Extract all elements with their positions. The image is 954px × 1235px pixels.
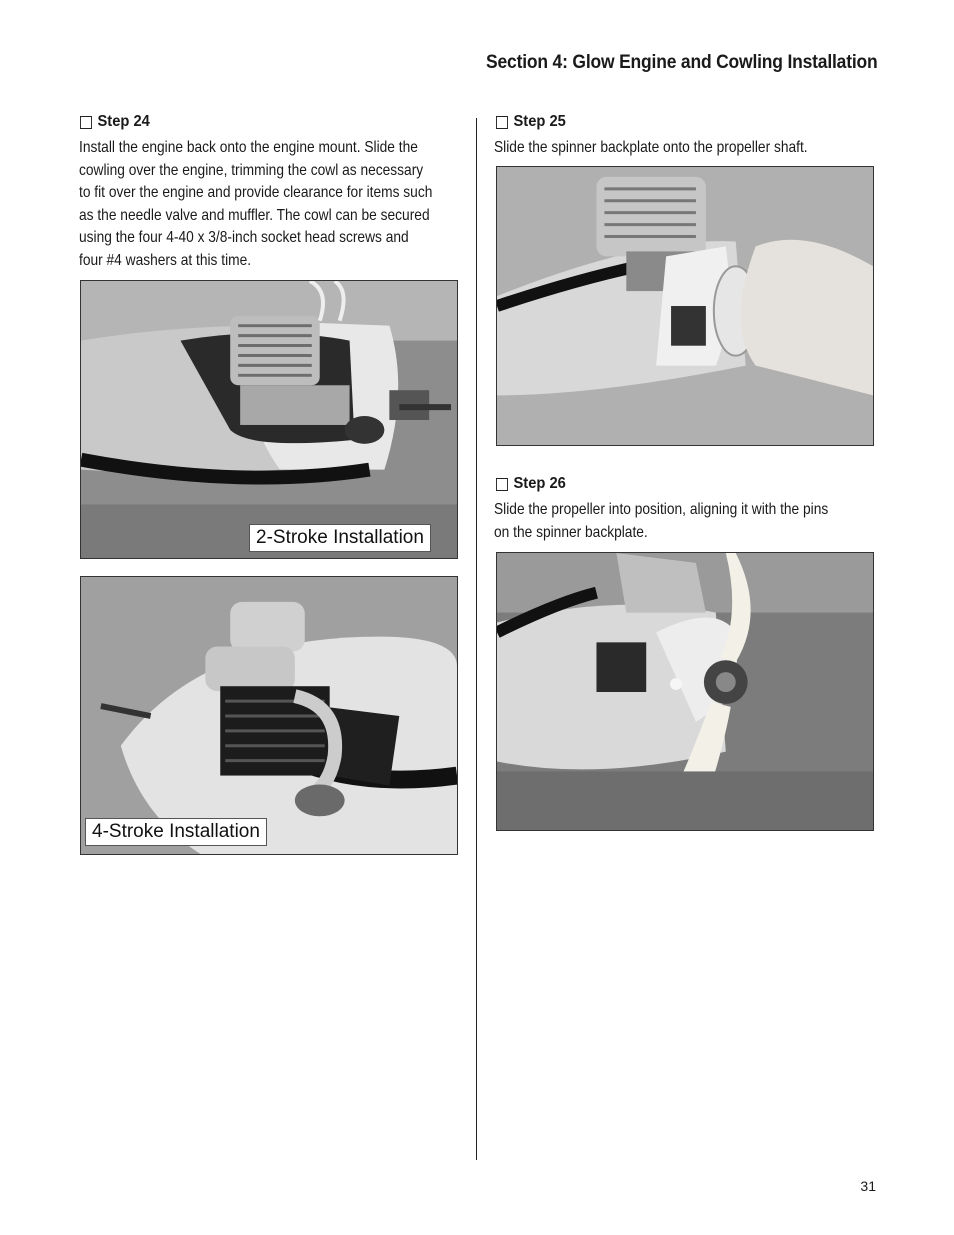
step-26-title: Step 26 (513, 475, 566, 492)
photo-4-stroke-installation (80, 576, 458, 855)
text-line: Install the engine back onto the engine mount. Slide the (79, 139, 418, 156)
step-24-title: Step 24 (97, 113, 150, 130)
text-line: Slide the propeller into position, aligning it with the pins (494, 501, 829, 518)
text-line: to fit over the engine and provide clearance for items such (79, 184, 433, 202)
engine-photo-icon (497, 553, 873, 830)
text-line: using the four 4-40 x 3/8-inch socket head screws and (79, 229, 409, 247)
text-line: Slide the spinner backplate onto the propeller shaft. (494, 139, 808, 156)
photo-2-stroke-installation (80, 280, 458, 559)
engine-photo-icon (497, 167, 873, 445)
text-line: on the spinner backplate. (494, 523, 648, 541)
text-line: four #4 washers at this time. (79, 251, 252, 269)
step-25-heading (496, 113, 566, 131)
page-number: 31 (860, 1178, 876, 1194)
checkbox-icon[interactable] (80, 116, 92, 129)
photo-propeller-position (496, 552, 874, 831)
photo-caption: 2-Stroke Installation (249, 524, 431, 552)
photo-caption: 4-Stroke Installation (85, 818, 267, 846)
engine-photo-icon (81, 281, 457, 558)
checkbox-icon[interactable] (496, 478, 508, 491)
step-25-title: Step 25 (513, 113, 566, 130)
step-24-heading (80, 113, 150, 131)
text-line: as the needle valve and muffler. The cowl can be secured (79, 206, 430, 224)
text-line: cowling over the engine, trimming the cowl as necessary (79, 161, 424, 179)
column-divider (476, 118, 477, 1160)
section-title: Section 4: Glow Engine and Cowling Installation (486, 52, 878, 73)
step-25-text (494, 137, 872, 160)
photo-spinner-backplate (496, 166, 874, 446)
checkbox-icon[interactable] (496, 116, 508, 129)
step-26-text (494, 499, 872, 544)
engine-photo-icon (81, 577, 457, 854)
step-24-text (79, 137, 457, 273)
step-26-heading (496, 475, 566, 493)
